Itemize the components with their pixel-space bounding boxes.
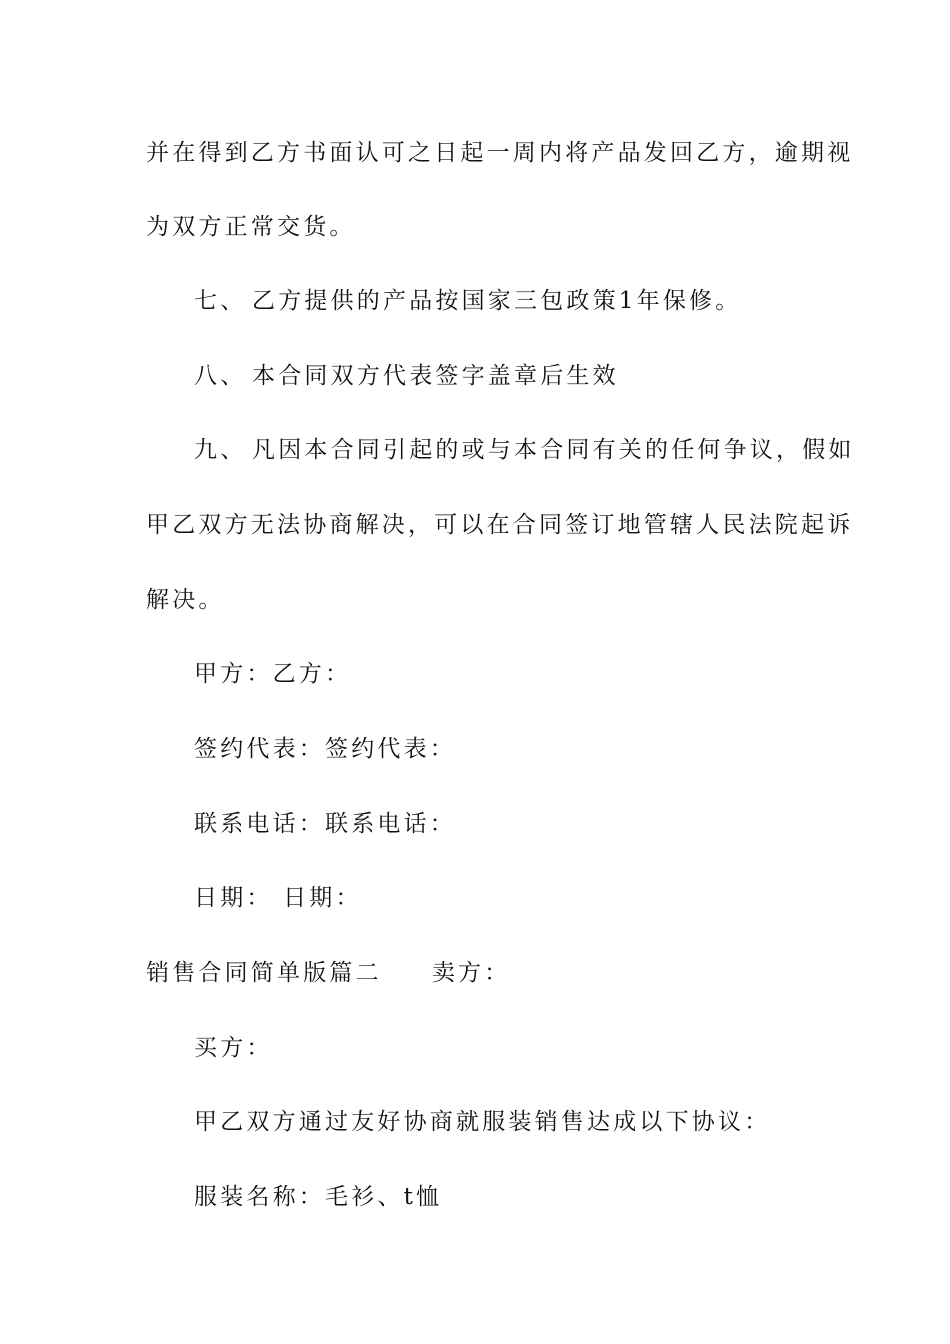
clause-text: 凡因本合同引起的或与本合同有关的任何争议，假如 — [252, 437, 855, 463]
paragraph-line: 甲乙双方无法协商解决，可以在合同签订地管辖人民法院起诉 — [146, 512, 854, 538]
clause-number: 九、 — [194, 437, 247, 463]
section-heading-line — [146, 958, 806, 988]
clause-number: 七、 — [194, 288, 247, 314]
clause-8 — [194, 361, 806, 391]
signature-phones: 联系电话：联系电话： — [194, 811, 456, 837]
signature-dates: 日期： 日期： — [194, 885, 362, 911]
clause-text: 乙方提供的产品按国家三包政策1年保修。 — [252, 288, 742, 314]
signature-parties: 甲方：乙方： — [194, 661, 352, 687]
paragraph-line: 并在得到乙方书面认可之日起一周内将产品发回乙方，逾期视 — [146, 140, 854, 166]
clause-9 — [194, 435, 855, 465]
signature-representatives: 签约代表：签约代表： — [194, 736, 456, 762]
buyer-label: 买方： — [194, 1035, 273, 1061]
clause-7 — [194, 286, 806, 316]
paragraph-line: 解决。 — [146, 587, 225, 613]
paragraph-line: 为双方正常交货。 — [146, 214, 356, 240]
clause-text: 本合同双方代表签字盖章后生效 — [252, 363, 619, 389]
section-heading: 销售合同简单版篇二 — [146, 960, 382, 986]
seller-label: 卖方： — [431, 960, 511, 986]
clothing-name: 服装名称：毛衫、t恤 — [194, 1184, 443, 1210]
clause-number: 八、 — [194, 363, 247, 389]
agreement-intro: 甲乙双方通过友好协商就服装销售达成以下协议： — [194, 1109, 771, 1135]
